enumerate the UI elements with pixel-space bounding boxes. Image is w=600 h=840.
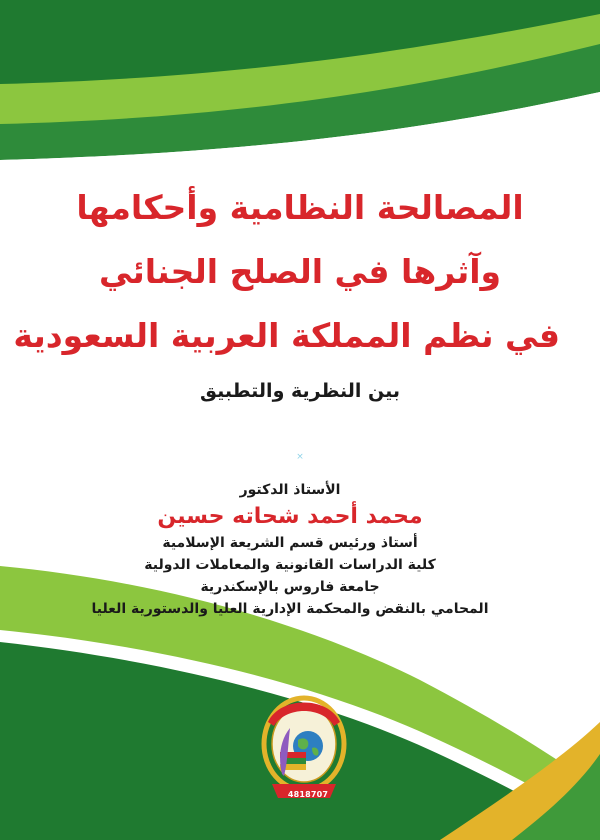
title-line-1: المصالحة النظامية وأحكامها — [76, 188, 524, 227]
author-role-1: أستاذ ورئيس قسم الشريعة الإسلامية — [162, 535, 418, 551]
book-subtitle: بين النظرية والتطبيق — [200, 380, 400, 402]
author-name: محمد أحمد شحاته حسين — [157, 504, 423, 529]
author-role-4: المحامي بالنقض والمحكمة الإدارية العليا والدستورية العليا — [91, 601, 489, 617]
author-role-2: كلية الدراسات القانونية والمعاملات الدولية — [144, 557, 436, 573]
separator-mark: × — [296, 452, 304, 462]
author-academic-title: الأستاذ الدكتور — [239, 482, 341, 498]
author-role-3: جامعة فاروس بالإسكندرية — [200, 579, 380, 595]
book-title — [13, 176, 560, 368]
title-line-3: في نظم المملكة العربية السعودية — [13, 316, 560, 355]
publisher-phone: 4818707 — [287, 790, 329, 799]
title-line-2: وآثرها في الصلح الجنائي — [98, 252, 502, 291]
author-block — [60, 478, 520, 620]
